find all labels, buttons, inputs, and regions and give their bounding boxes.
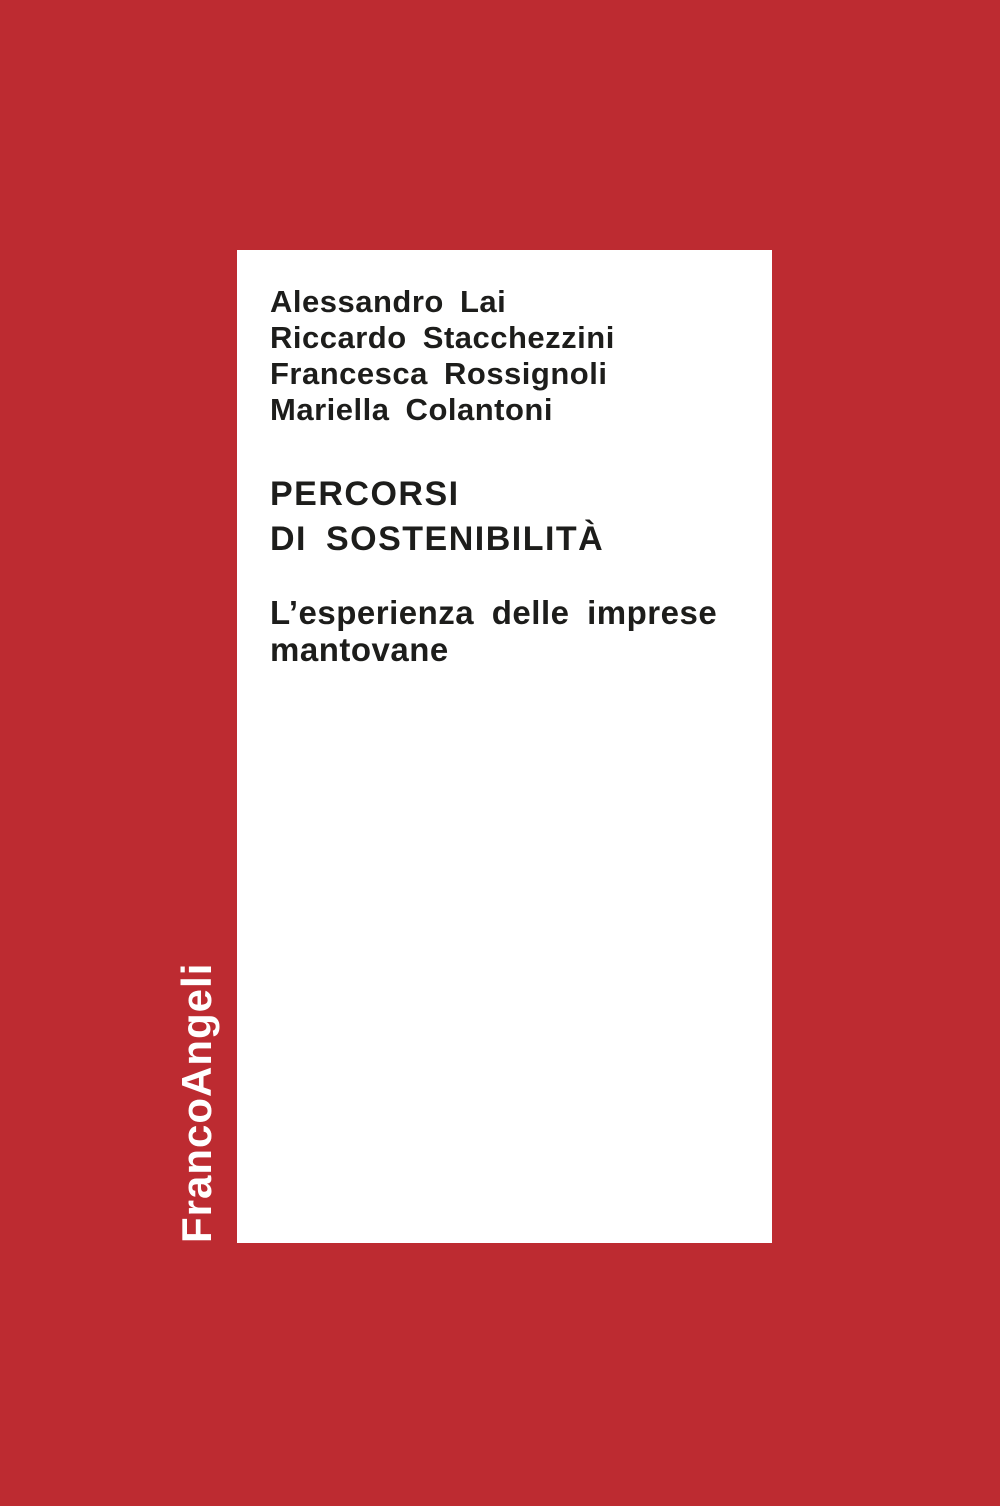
author-name: Mariella Colantoni [270,392,553,427]
author-name: Francesca Rossignoli [270,356,608,391]
author-name: Riccardo Stacchezzini [270,320,615,355]
title-panel [237,250,772,1243]
book-title-line: PERCORSI [270,475,460,513]
publisher-logo: FrancoAngeli [173,962,220,1243]
book-title [270,472,762,562]
book-title-line: DI SOSTENIBILITÀ [270,520,605,558]
authors-block [270,284,762,428]
book-subtitle [270,594,762,668]
book-subtitle-line: L’esperienza delle imprese [270,594,718,631]
author-name: Alessandro Lai [270,284,507,319]
book-subtitle-line: mantovane [270,631,449,668]
